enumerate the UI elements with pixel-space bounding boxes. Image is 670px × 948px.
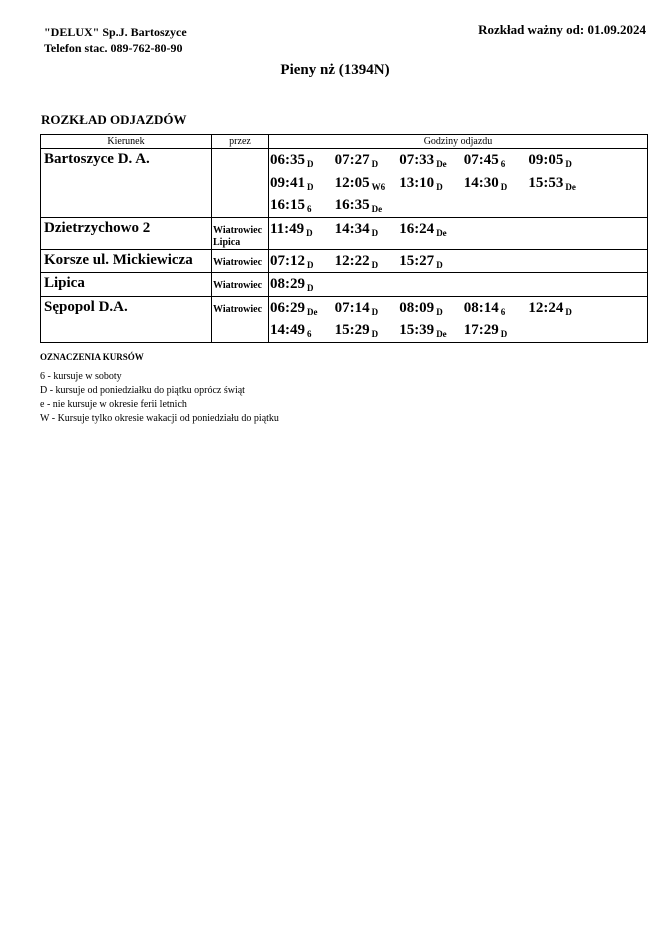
departure-mark: De [436, 159, 447, 169]
table-row [41, 273, 648, 297]
company-info [44, 24, 187, 56]
departures-cell [269, 149, 648, 218]
departure [399, 250, 464, 273]
departure [270, 250, 335, 273]
departure [335, 297, 400, 320]
departure-time: 11:49 [270, 220, 305, 237]
via-stop: Wiatrowiec [213, 280, 263, 291]
via-stop: Lipica [213, 236, 241, 248]
departure-mark: D [306, 227, 313, 238]
departure-mark: D [500, 329, 508, 339]
departure-time: 15:53 [528, 174, 564, 191]
departure-time: 08:29 [270, 276, 305, 292]
departure [399, 149, 464, 172]
departure-time: 12:05 [334, 174, 370, 191]
departure-time: 07:33 [399, 152, 435, 168]
departure [528, 149, 593, 172]
valid-from: Rozkład ważny od: 01.09.2024 [478, 22, 646, 37]
table-row [41, 217, 648, 249]
departure-time: 15:27 [399, 252, 435, 269]
departure-mark: De [371, 204, 383, 214]
departure [270, 319, 335, 342]
departure [399, 297, 464, 320]
header-departures: Godziny odjazdu [269, 135, 648, 149]
departure-mark: D [371, 159, 379, 169]
departure-mark: De [307, 306, 318, 317]
departure-time: 07:27 [334, 152, 370, 168]
departure-mark: D [371, 227, 379, 238]
section-title: ROZKŁAD ODJAZDÓW [41, 112, 187, 127]
departure-time: 07:14 [334, 299, 370, 316]
departure-time: 06:29 [270, 299, 305, 316]
company-name: "DELUX" Sp.J. Bartoszyce [44, 25, 187, 39]
legend-item: 6 - kursuje w soboty [40, 371, 122, 382]
via-stop: Wiatrowiec [213, 224, 263, 236]
legend-item: D - kursuje od poniedziałku do piątku oprócz świąt [40, 385, 245, 396]
via-cell [212, 273, 269, 297]
departure [270, 172, 335, 195]
departure [270, 273, 335, 296]
departure-mark: D [307, 159, 314, 169]
direction-cell: Dzietrzychowo 2 [41, 217, 212, 249]
departure [464, 297, 529, 320]
departure-mark: 6 [307, 329, 312, 339]
stop-name: Pieny nż (1394N) [280, 62, 390, 78]
departure-time: 16:35 [334, 197, 370, 213]
departure-mark: D [565, 159, 572, 169]
departure-mark: D [307, 259, 314, 270]
departure [270, 218, 335, 241]
departure-time: 09:41 [270, 174, 305, 191]
departure-time: 07:12 [270, 252, 305, 269]
departure [399, 218, 464, 241]
departures-cell [269, 273, 648, 297]
departure-mark: De [436, 227, 447, 238]
table-row [41, 249, 648, 273]
timetable-header-row [41, 135, 648, 149]
departure-mark: D [500, 181, 508, 192]
departure-time: 14:49 [270, 322, 305, 338]
direction-cell: Korsze ul. Mickiewicza [41, 249, 212, 273]
timetable-body [41, 149, 648, 343]
via-stop: Wiatrowiec [213, 303, 263, 315]
direction-cell: Bartoszyce D. A. [41, 149, 212, 218]
departure [464, 172, 529, 195]
departure [335, 250, 400, 273]
departure [270, 297, 335, 320]
departure [528, 172, 593, 195]
legend-title: OZNACZENIA KURSÓW [40, 352, 144, 362]
departures-cell [269, 249, 648, 273]
departure-mark: De [436, 329, 447, 339]
departure-time: 15:29 [334, 322, 370, 338]
direction-cell: Sępopol D.A. [41, 296, 212, 342]
departure [335, 194, 400, 217]
departure-time: 08:09 [399, 299, 435, 316]
departure-mark: 6 [500, 159, 506, 169]
departure [464, 319, 529, 342]
departure-mark: D [307, 181, 314, 192]
departure [528, 297, 593, 320]
departure-time: 07:45 [463, 152, 499, 168]
via-cell [212, 217, 269, 249]
departure-time: 17:29 [463, 322, 499, 338]
departure-mark: D [371, 329, 379, 339]
table-row [41, 149, 648, 218]
departure-time: 14:34 [334, 220, 370, 237]
departure-list [269, 218, 647, 241]
departure-mark: 6 [307, 204, 312, 214]
via-cell [212, 296, 269, 342]
departure [464, 149, 529, 172]
timetable [40, 134, 648, 343]
departure [270, 194, 335, 217]
departure [399, 319, 464, 342]
departure-mark: D [436, 306, 443, 317]
departure-mark: 6 [500, 306, 506, 317]
departure-mark: D [307, 283, 314, 293]
departure [335, 218, 400, 241]
departure-list [269, 273, 647, 296]
legend-item: e - nie kursuje w okresie ferii letnich [40, 399, 187, 410]
direction-cell: Lipica [41, 273, 212, 297]
departure-list [269, 297, 647, 342]
legend-items [40, 370, 279, 426]
table-row [41, 296, 648, 342]
departure-mark: D [371, 306, 379, 317]
departure-time: 16:24 [399, 220, 435, 237]
departure-mark: De [565, 181, 576, 192]
via-cell [212, 249, 269, 273]
departure-mark: W6 [371, 181, 386, 192]
departure-mark: D [436, 181, 443, 192]
departures-cell [269, 217, 648, 249]
departure [335, 172, 400, 195]
departures-cell [269, 296, 648, 342]
departure-time: 15:39 [399, 322, 435, 338]
departure-time: 16:15 [270, 197, 305, 213]
departure [335, 319, 400, 342]
departure [399, 172, 464, 195]
legend-item: W - Kursuje tylko okresie wakacji od poniedziału do piątku [40, 413, 279, 424]
departure-time: 14:30 [463, 174, 499, 191]
departure-mark: D [436, 259, 443, 270]
departure-time: 09:05 [528, 152, 564, 168]
header-via: przez [212, 135, 269, 149]
departure-time: 12:22 [334, 252, 370, 269]
company-phone: Telefon stac. 089-762-80-90 [44, 41, 183, 55]
departure-mark: D [371, 259, 379, 270]
departure-time: 13:10 [399, 174, 435, 191]
departure-time: 08:14 [463, 299, 499, 316]
via-cell [212, 149, 269, 218]
departure-mark: D [565, 306, 572, 317]
via-stop: Wiatrowiec [213, 256, 263, 268]
legend [40, 350, 279, 426]
departure [335, 149, 400, 172]
departure-time: 06:35 [270, 152, 305, 168]
departure-list [269, 149, 647, 217]
header-direction: Kierunek [41, 135, 212, 149]
departure-time: 12:24 [528, 299, 564, 316]
departure-list [269, 250, 647, 273]
departure [270, 149, 335, 172]
